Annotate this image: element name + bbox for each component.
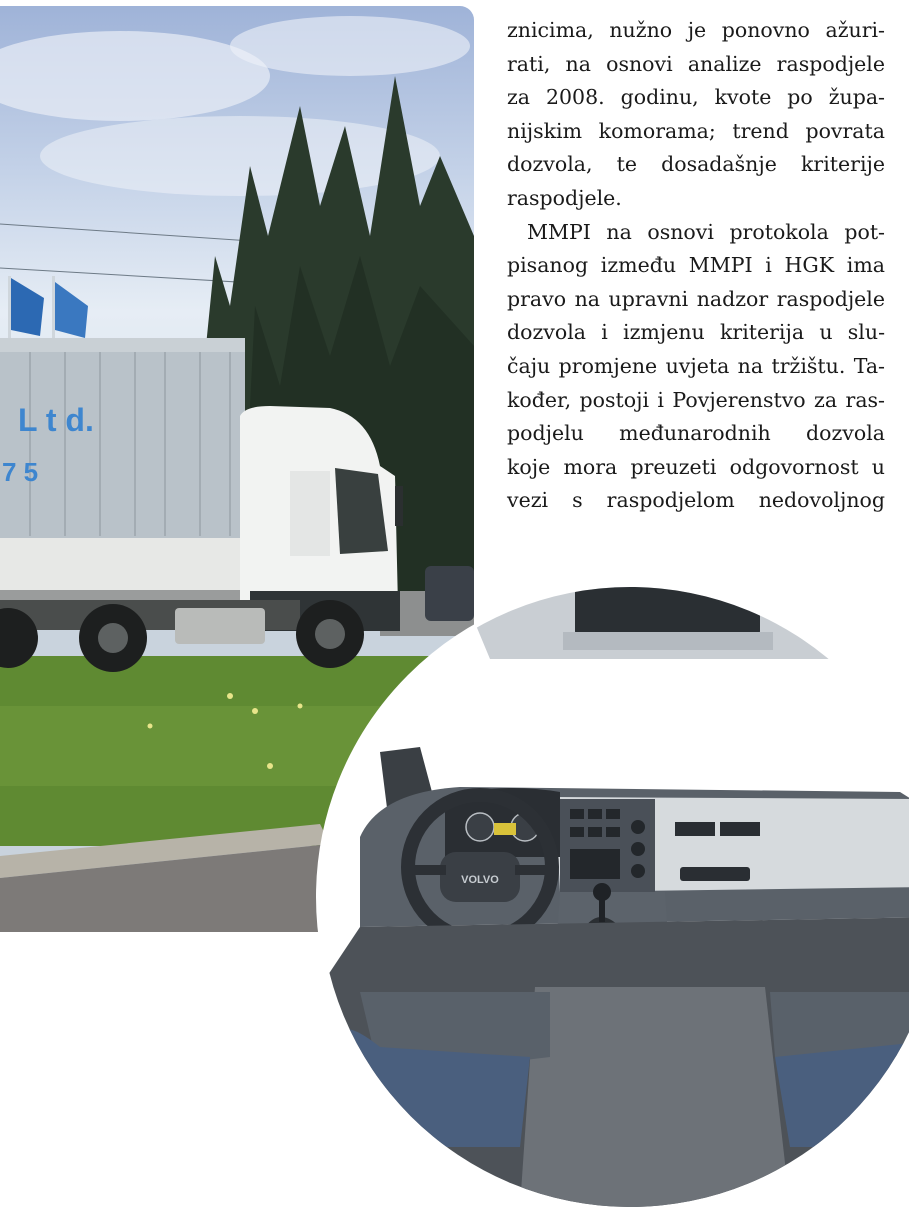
text-line: dozvola i izmjenu kriterija u slu- [507,320,885,345]
text-line: kođer, postoji i Povjerenstvo za ras- [507,387,885,412]
text-line: dozvola, te dosadašnje kriterije [507,152,885,177]
cab-interior-photo [316,583,909,1211]
trailer-number: 7 5 [2,457,39,487]
text-line: raspodjele. [507,185,622,210]
steering-logo: VOLVO [461,874,499,886]
paragraph-2 [507,216,885,518]
text-line: čaju promjene uvjeta na tržištu. Ta- [507,353,885,378]
text-line: koje mora preuzeti odgovornost u [507,454,885,479]
text-line: MMPI na osnovi protokola pot- [527,219,885,244]
paragraph-1 [507,14,885,216]
text-line: pravo na upravni nadzor raspodjele [507,286,885,311]
text-line: podjelu međunarodnih dozvola [507,421,885,446]
text-line: rati, na osnovi analize raspodjele [507,51,885,76]
cab-interior-illustration [320,587,909,1207]
text-line: za 2008. godinu, kvote po župa- [507,85,885,110]
article-text [507,14,885,518]
text-line: pisanog između MMPI i HGK ima [507,253,885,278]
text-line: znicima, nužno je ponovno ažuri- [507,18,885,42]
trailer-lettering: L t d. [18,402,94,438]
text-line: nijskim komorama; trend povrata [507,118,885,143]
text-line: vezi s raspodjelom nedovoljnog [507,488,885,513]
